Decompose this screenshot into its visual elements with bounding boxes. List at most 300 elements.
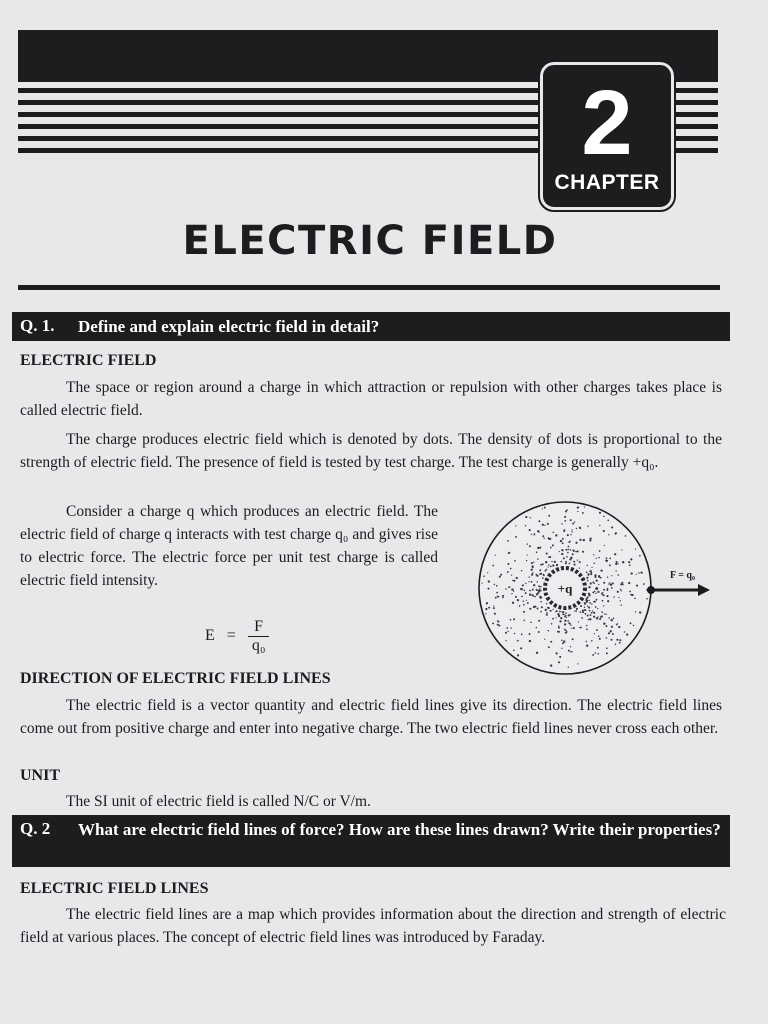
field-dot <box>583 539 585 541</box>
field-dot <box>577 663 578 664</box>
field-dot <box>540 590 541 591</box>
field-dot <box>567 552 569 554</box>
field-dot <box>536 593 538 595</box>
field-dot <box>635 548 636 549</box>
field-dot <box>579 567 580 568</box>
field-dot <box>618 563 619 564</box>
field-dot <box>560 561 562 563</box>
formula-fraction <box>248 618 270 655</box>
field-dot <box>536 652 538 654</box>
field-dot <box>605 625 607 627</box>
question-bar-2 <box>12 815 730 867</box>
field-dot <box>607 600 609 602</box>
field-dot <box>565 612 567 614</box>
field-dot <box>526 560 527 561</box>
field-dot <box>586 625 587 626</box>
field-dot <box>539 569 541 571</box>
field-dot <box>507 540 509 542</box>
field-dot <box>590 573 592 575</box>
field-dot <box>615 570 616 571</box>
field-dot <box>537 558 539 560</box>
field-dot <box>600 569 602 571</box>
field-dot <box>514 633 516 635</box>
field-dot <box>584 613 586 615</box>
field-dot <box>544 639 545 640</box>
field-dot <box>537 608 539 610</box>
field-dot <box>582 551 584 553</box>
field-dot <box>588 594 590 596</box>
field-dot <box>589 540 591 542</box>
field-dot <box>517 640 519 642</box>
field-dot <box>542 577 544 579</box>
field-dot <box>598 575 600 577</box>
question-number: Q. 1. <box>20 316 55 335</box>
field-dot <box>514 560 516 562</box>
field-dot <box>603 623 605 625</box>
section-heading: DIRECTION OF ELECTRIC FIELD LINES <box>20 670 331 687</box>
field-dot <box>564 520 566 522</box>
force-label: F = q₀ <box>670 570 695 581</box>
field-dot <box>593 616 595 618</box>
field-dot <box>570 624 571 625</box>
formula-denominator: q₀ <box>251 637 266 654</box>
field-dot <box>544 538 545 539</box>
field-dot <box>587 596 589 598</box>
field-dot <box>593 563 595 565</box>
field-dot <box>613 596 615 598</box>
field-dot <box>497 624 499 626</box>
field-dot <box>579 527 581 529</box>
field-dot <box>574 610 575 611</box>
field-dot <box>619 639 621 641</box>
field-dot <box>607 519 609 521</box>
field-dot <box>630 558 632 560</box>
field-dot <box>565 561 567 563</box>
field-dot <box>569 563 571 565</box>
field-dot <box>525 583 526 584</box>
field-dot <box>542 535 544 537</box>
field-dot <box>606 595 608 597</box>
field-dot <box>591 572 593 574</box>
field-dot <box>624 631 625 632</box>
field-dot <box>611 626 613 628</box>
field-dot <box>545 609 547 611</box>
chapter-badge <box>540 62 674 210</box>
field-dot <box>593 554 594 555</box>
field-dot <box>603 516 605 518</box>
field-dot <box>610 630 612 632</box>
field-dot <box>579 539 581 541</box>
field-dot <box>606 652 608 654</box>
field-dot <box>521 596 523 598</box>
field-dot <box>551 561 552 562</box>
field-dot <box>588 619 590 621</box>
field-dot <box>636 574 637 575</box>
field-dot <box>597 653 599 655</box>
field-dot <box>536 627 537 628</box>
field-dot <box>599 618 601 620</box>
field-dot <box>546 614 548 616</box>
field-dot <box>640 571 642 573</box>
field-dot <box>551 623 553 625</box>
field-dot <box>599 638 601 640</box>
field-dot <box>574 521 575 522</box>
field-dot <box>523 604 525 606</box>
field-dot <box>586 641 588 643</box>
field-dot <box>603 582 605 584</box>
field-dot <box>590 582 592 584</box>
formula-equals: = <box>226 627 236 645</box>
section-heading: ELECTRIC FIELD <box>20 352 157 369</box>
field-dot <box>583 610 584 611</box>
field-dot <box>622 561 624 563</box>
field-dot <box>487 572 488 573</box>
field-dot <box>616 639 618 641</box>
field-dot <box>543 574 545 576</box>
field-dot <box>536 551 538 553</box>
field-dot <box>539 573 541 575</box>
field-dot <box>559 611 561 613</box>
field-dot <box>616 561 618 563</box>
field-dot <box>497 620 498 621</box>
field-dot <box>586 577 588 579</box>
field-dot <box>580 611 582 613</box>
field-dot <box>566 556 568 558</box>
field-dot <box>531 534 532 535</box>
field-dot <box>522 584 524 586</box>
field-dot <box>499 576 501 578</box>
field-dot <box>502 597 504 599</box>
field-dot <box>529 593 531 595</box>
field-dot <box>594 601 596 603</box>
field-dot <box>576 610 577 611</box>
field-dot <box>529 590 530 591</box>
field-dot <box>523 601 525 603</box>
field-dot <box>535 596 536 597</box>
field-dot <box>537 581 538 582</box>
field-dot <box>639 555 641 557</box>
field-dot <box>533 562 534 563</box>
field-dot <box>561 523 562 524</box>
field-dot <box>556 564 558 566</box>
field-dot <box>547 566 548 567</box>
field-dot <box>495 554 496 555</box>
field-dot <box>621 549 622 550</box>
field-dot <box>594 591 596 593</box>
field-dot <box>525 525 526 526</box>
field-dot <box>488 607 490 609</box>
field-dot <box>564 616 566 618</box>
paragraph: Consider a charge q which produces an electric field. The electric field of charge q interacts with test charge q₀ and gives rise to electric force. The electric force per unit test charge is called electric field intensity. <box>20 503 438 589</box>
field-dot <box>565 630 567 632</box>
field-dot <box>542 524 544 526</box>
paragraph: The SI unit of electric field is called N/C or V/m. <box>66 793 371 810</box>
field-dot <box>635 611 636 612</box>
field-dot <box>529 545 531 547</box>
field-dot <box>615 563 617 565</box>
field-dot <box>570 651 571 652</box>
field-dot <box>586 645 588 647</box>
field-dot <box>595 652 597 654</box>
field-dot <box>510 568 512 570</box>
field-dot <box>581 617 583 619</box>
field-dot <box>517 654 519 656</box>
field-dot <box>531 569 533 571</box>
field-dot <box>566 617 567 618</box>
field-dot <box>603 594 605 596</box>
field-dot <box>580 605 582 607</box>
field-dot <box>529 576 530 577</box>
field-dot <box>567 534 569 536</box>
field-dot <box>593 612 595 614</box>
field-dot <box>561 553 563 555</box>
field-dot <box>621 582 623 584</box>
field-dot <box>565 549 567 551</box>
field-dot <box>507 563 509 565</box>
field-dot <box>552 618 554 620</box>
field-dot <box>606 560 608 562</box>
field-dot <box>572 522 574 524</box>
field-dot <box>573 627 575 629</box>
field-dot <box>505 640 506 641</box>
field-dot <box>613 617 615 619</box>
title-rule <box>18 285 720 290</box>
field-dot <box>561 648 562 649</box>
field-dot <box>555 534 557 536</box>
field-dot <box>633 625 634 626</box>
field-dot <box>537 547 539 549</box>
field-dot <box>508 552 510 554</box>
field-dot <box>601 615 603 617</box>
field-dot <box>621 590 622 591</box>
field-dot <box>577 550 579 552</box>
field-dot <box>615 532 617 534</box>
field-dot <box>500 574 502 576</box>
field-dot <box>589 610 591 612</box>
field-dot <box>517 599 519 601</box>
field-dot <box>584 603 586 605</box>
field-dot <box>606 557 608 559</box>
field-dot <box>556 617 557 618</box>
field-dot <box>523 589 525 591</box>
field-dot <box>606 589 608 591</box>
charge-label: +q <box>557 581 573 596</box>
field-dot <box>587 565 588 566</box>
field-dot <box>567 546 569 548</box>
field-dot <box>618 626 620 628</box>
field-dot <box>515 525 516 526</box>
field-dot <box>634 598 636 600</box>
field-dot <box>568 650 570 652</box>
field-dot <box>631 572 633 574</box>
field-dot <box>588 600 589 601</box>
field-dot <box>597 647 599 649</box>
field-dot <box>594 633 595 634</box>
field-dot <box>563 557 565 559</box>
field-dot <box>545 561 547 563</box>
field-dot <box>591 612 593 614</box>
field-dot <box>540 596 542 598</box>
field-dot <box>614 553 616 555</box>
field-dot <box>509 586 511 588</box>
field-dot <box>520 647 522 649</box>
field-dot <box>582 611 584 613</box>
field-dot <box>577 559 578 560</box>
field-dot <box>544 570 546 572</box>
field-dot <box>540 611 542 613</box>
field-dot <box>562 643 563 644</box>
field-dot <box>530 517 531 518</box>
field-dot <box>573 550 575 552</box>
field-dot <box>548 646 550 648</box>
field-dot <box>602 600 604 602</box>
field-dot <box>523 620 525 622</box>
field-dot <box>576 528 577 529</box>
field-dot <box>636 585 638 587</box>
field-dot <box>611 639 613 641</box>
field-dot <box>548 515 550 517</box>
field-dot <box>599 512 601 514</box>
field-dot <box>559 551 560 552</box>
field-dot <box>558 627 560 629</box>
field-dot <box>575 542 577 544</box>
field-dot <box>564 516 566 518</box>
field-dot <box>542 563 544 565</box>
field-dot <box>487 588 489 590</box>
field-dot <box>567 620 569 622</box>
field-dot <box>603 589 605 591</box>
field-dot <box>622 584 623 585</box>
field-dot <box>483 575 485 577</box>
field-dot <box>571 529 572 530</box>
field-dot <box>570 549 572 551</box>
field-dot <box>498 625 500 627</box>
field-dot <box>618 597 619 598</box>
field-dot <box>615 643 616 644</box>
field-dot <box>536 575 538 577</box>
field-dot <box>591 640 593 642</box>
field-dot <box>571 628 572 629</box>
field-dot <box>513 590 514 591</box>
field-dot <box>485 613 486 614</box>
field-dot <box>586 571 588 573</box>
field-dot <box>587 580 589 582</box>
field-dot <box>572 553 574 555</box>
field-dot <box>527 543 528 544</box>
field-dot <box>565 510 567 512</box>
field-dot <box>538 520 540 522</box>
field-dot <box>562 542 564 544</box>
field-dot <box>596 579 598 581</box>
field-dot <box>607 588 609 590</box>
field-dot <box>630 622 632 624</box>
field-dot <box>630 594 632 596</box>
field-dot <box>643 583 645 585</box>
field-dot <box>525 592 527 594</box>
field-dot <box>578 507 580 509</box>
field-dot <box>548 564 549 565</box>
field-dot <box>558 661 560 663</box>
field-dot <box>555 652 557 654</box>
field-dot <box>558 631 560 633</box>
field-dot <box>628 561 630 563</box>
field-dot <box>555 611 556 612</box>
field-dot <box>572 638 574 640</box>
field-dot <box>560 617 562 619</box>
section-heading: ELECTRIC FIELD LINES <box>20 880 209 897</box>
field-dot <box>494 584 495 585</box>
field-dot <box>617 591 619 593</box>
field-dot <box>584 506 585 507</box>
field-dot <box>616 624 618 626</box>
field-dot <box>592 654 594 656</box>
field-dot <box>493 605 494 606</box>
field-dot <box>620 589 621 590</box>
field-dot <box>548 630 549 631</box>
field-dot <box>596 629 598 631</box>
field-dot <box>577 511 578 512</box>
field-dot <box>564 620 566 622</box>
chapter-number: 2 <box>581 72 633 174</box>
field-dot <box>538 631 540 633</box>
field-dot <box>607 576 608 577</box>
field-dot <box>550 566 552 568</box>
field-dot <box>598 635 600 637</box>
field-dot <box>529 529 531 531</box>
field-dot <box>533 595 534 596</box>
field-dot <box>561 611 562 612</box>
field-dot <box>559 656 561 658</box>
field-dot <box>629 591 631 593</box>
field-dot <box>505 588 507 590</box>
field-dot <box>559 620 561 622</box>
field-dot <box>536 589 538 591</box>
field-dot <box>571 651 573 653</box>
field-dot <box>579 627 580 628</box>
field-dot <box>511 574 512 575</box>
field-dot <box>598 584 599 585</box>
field-dot <box>564 623 566 625</box>
field-dot <box>628 582 630 584</box>
paragraph: The electric field is a vector quantity and electric field lines give its direction. The electric field lines come out from positive charge and enter into negative charge. The two electric field lines never cross each other. <box>20 697 722 737</box>
paragraph: The space or region around a charge in which attraction or repulsion with other charges takes place is called electric field. <box>20 379 722 419</box>
field-dot <box>563 640 565 642</box>
field-dot <box>563 529 565 531</box>
field-dot <box>550 641 552 643</box>
field-dot <box>565 632 567 634</box>
field-dot <box>562 614 564 616</box>
field-dot <box>629 564 631 566</box>
field-dot <box>587 615 589 617</box>
field-dot <box>646 598 648 600</box>
field-dot <box>608 534 609 535</box>
field-dot <box>571 531 572 532</box>
field-dot <box>557 613 559 615</box>
field-dot <box>492 622 494 624</box>
field-dot <box>515 536 517 538</box>
field-dot <box>575 551 577 553</box>
field-dot <box>570 646 571 647</box>
field-dot <box>594 576 596 578</box>
field-dot <box>582 512 584 514</box>
field-dot <box>609 582 610 583</box>
field-dot <box>496 592 498 594</box>
field-dot <box>574 564 576 566</box>
field-dot <box>548 537 550 539</box>
field-dot <box>617 574 619 576</box>
field-dot <box>540 601 542 603</box>
field-dot <box>568 614 570 616</box>
